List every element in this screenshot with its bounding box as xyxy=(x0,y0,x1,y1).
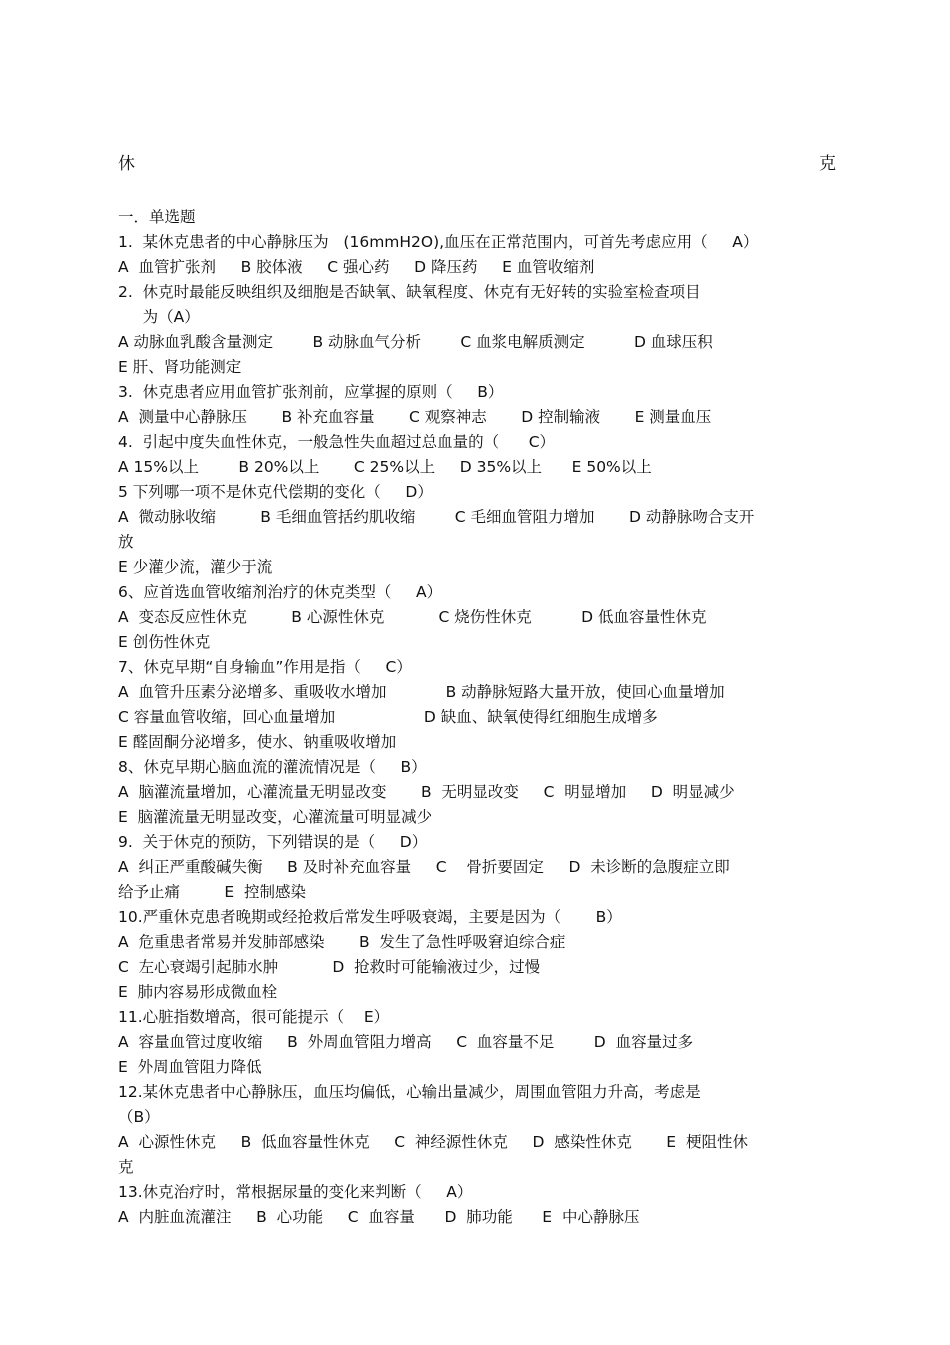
text-line: 一．单选题 xyxy=(118,208,196,226)
text-line: E 少灌少流，灌少于流 xyxy=(118,558,273,576)
text-line: 为（A） xyxy=(118,308,200,326)
text-line: A 容量血管过度收缩 B 外周血管阻力增高 C 血容量不足 D 血容量过多 xyxy=(118,1033,694,1051)
title-left-char: 休 xyxy=(118,154,135,174)
text-line: A 测量中心静脉压 B 补充血容量 C 观察神志 D 控制输液 E 测量血压 xyxy=(118,408,712,426)
text-line: 4. 引起中度失血性休克，一般急性失血超过总血量的（ C） xyxy=(118,433,556,451)
text-line: E 肝、肾功能测定 xyxy=(118,358,242,376)
text-line: 6、应首选血管收缩剂治疗的休克类型（ A） xyxy=(118,583,443,601)
text-line: 7、休克早期“自身输血”作用是指（ C） xyxy=(118,658,412,676)
text-line: A 变态反应性休克 B 心源性休克 C 烧伤性休克 D 低血容量性休克 xyxy=(118,608,707,626)
text-line: C 左心衰竭引起肺水肿 D 抢救时可能输液过少，过慢 xyxy=(118,958,541,976)
text-line: E 醛固酮分泌增多，使水、钠重吸收增加 xyxy=(118,733,397,751)
text-line: 1. 某休克患者的中心静脉压为 (16mmH2O),血压在正常范围内，可首先考虑应用（ A） xyxy=(118,233,759,251)
text-line: E 肺内容易形成微血栓 xyxy=(118,983,278,1001)
text-line: 12.某休克患者中心静脉压，血压均偏低，心输出量减少，周围血管阻力升高，考虑是 xyxy=(118,1083,701,1101)
text-line: 13.休克治疗时，常根据尿量的变化来判断（ A） xyxy=(118,1183,473,1201)
text-line: 5 下列哪一项不是休克代偿期的变化（ D） xyxy=(118,483,433,501)
text-line: 克 xyxy=(118,1158,134,1176)
text-line: （B） xyxy=(118,1108,160,1126)
text-line: 9. 关于休克的预防，下列错误的是（ D） xyxy=(118,833,428,851)
text-line: 3. 休克患者应用血管扩张剂前，应掌握的原则（ B） xyxy=(118,383,504,401)
text-line: A 脑灌流量增加，心灌流量无明显改变 B 无明显改变 C 明显增加 D 明显减少 xyxy=(118,783,735,801)
text-line: E 脑灌流量无明显改变，心灌流量可明显减少 xyxy=(118,808,433,826)
text-line: A 内脏血流灌注 B 心功能 C 血容量 D 肺功能 E 中心静脉压 xyxy=(118,1208,640,1226)
text-line: A 动脉血乳酸含量测定 B 动脉血气分析 C 血浆电解质测定 D 血球压积 xyxy=(118,333,713,351)
text-line: 2. 休克时最能反映组织及细胞是否缺氧、缺氧程度、休克有无好转的实验室检查项目 xyxy=(118,283,701,301)
title-right-char: 克 xyxy=(819,154,836,174)
text-line: A 心源性休克 B 低血容量性休克 C 神经源性休克 D 感染性休克 E 梗阻性休 xyxy=(118,1133,748,1151)
text-line: A 15%以上 B 20%以上 C 25%以上 D 35%以上 E 50%以上 xyxy=(118,458,652,476)
text-line: 放 xyxy=(118,533,134,551)
text-line: 10.严重休克患者晚期或经抢救后常发生呼吸衰竭，主要是因为（ B） xyxy=(118,908,622,926)
text-line: 给予止痛 E 控制感染 xyxy=(118,883,306,901)
question-list xyxy=(118,205,834,1230)
text-line: A 血管扩张剂 B 胶体液 C 强心药 D 降压药 E 血管收缩剂 xyxy=(118,258,595,276)
text-line: A 血管升压素分泌增多、重吸收水增加 B 动静脉短路大量开放，使回心血量增加 xyxy=(118,683,725,701)
text-line: A 纠正严重酸碱失衡 B 及时补充血容量 C 骨折要固定 D 未诊断的急腹症立即 xyxy=(118,858,730,876)
text-line: 8、休克早期心脑血流的灌流情况是（ B） xyxy=(118,758,427,776)
text-line: A 危重患者常易并发肺部感染 B 发生了急性呼吸窘迫综合症 xyxy=(118,933,566,951)
text-line: C 容量血管收缩，回心血量增加 D 缺血、缺氧使得红细胞生成增多 xyxy=(118,708,658,726)
text-line: E 外周血管阻力降低 xyxy=(118,1058,262,1076)
document-title xyxy=(118,150,836,178)
text-line: E 创伤性休克 xyxy=(118,633,211,651)
text-line: A 微动脉收缩 B 毛细血管括约肌收缩 C 毛细血管阻力增加 D 动静脉吻合支开 xyxy=(118,508,755,526)
text-line: 11.心脏指数增高，很可能提示（ E） xyxy=(118,1008,390,1026)
